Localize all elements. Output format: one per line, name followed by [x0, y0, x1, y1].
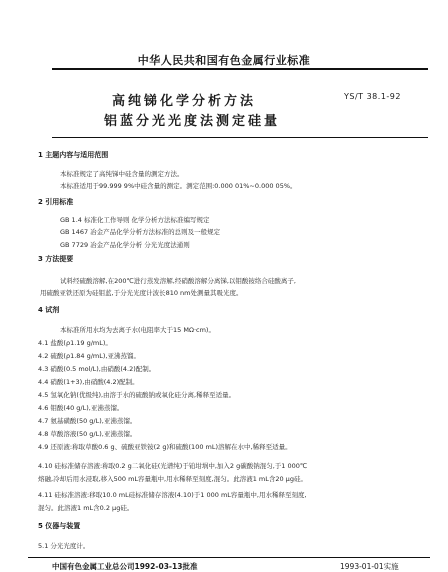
reagent-line: 4.10 硅标准储存溶液:称取0.2 g二氧化硅(光谱纯)于铂坩埚中,加入2 g碳酸钠混匀,于1 000℃: [38, 462, 308, 470]
reagent-line: 4.6 钼酸(40 g/L),亚沸蒸馏。: [38, 404, 124, 412]
reagent-line: 4.5 氢氧化钠(优级纯),由溶于水的硫酸钠或氧化硅分离,稀释至适量。: [38, 391, 236, 399]
reference-line: GB 1.4 标准化工作导则 化学分析方法标准编写规定: [60, 216, 210, 224]
reagent-line: 4.11 硅标准溶液:移取10.0 mL硅标准储存溶液(4.10)于1 000 mL容量瓶中,用水稀释至刻度,: [38, 491, 307, 499]
section-heading-3: 3 方法提要: [38, 255, 74, 263]
reference-line: GB 7729 冶金产品化学分析 分光光度法通则: [60, 241, 190, 249]
section-heading-1: 1 主题内容与适用范围: [38, 151, 109, 159]
reagent-line: 本标准所用水均为去离子水(电阻率大于15 MΩ·cm)。: [60, 326, 215, 334]
reagent-line: 4.9 还原液:称取草酸0.6 g、硫酸亚铁铵(2 g)和硫酸(100 mL)溶解在水中,稀释至适量。: [38, 443, 292, 451]
section-heading-2: 2 引用标准: [38, 198, 74, 206]
reference-line: GB 1467 冶金产品化学分析方法标准的总则及一般规定: [60, 228, 221, 236]
reagent-line: 4.1 盐酸(ρ1.19 g/mL)。: [38, 339, 112, 347]
reagent-line: 4.3 硝酸(0.5 mol/L),由硝酸(4.2)配制。: [38, 365, 156, 373]
reagent-line: 4.7 氨基磺酸(50 g/L),亚沸蒸馏。: [38, 417, 137, 425]
footer-rule: [28, 557, 430, 558]
header-top-rule: [52, 68, 428, 70]
section-heading-5: 5 仪器与装置: [38, 522, 81, 530]
reagent-line: 熔融,冷却后用水浸取,移入500 mL容量瓶中,用水稀释至刻度,混匀。此溶液1 mL含20 μg硅。: [38, 475, 307, 483]
implementation-date: 1993-01-01实施: [340, 562, 399, 571]
reagent-line: 4.8 草酸溶液(50 g/L),亚沸蒸馏。: [38, 430, 137, 438]
section-line: 本标准适用于99.999 9%中硅含量的测定。测定范围:0.000 01%~0.000 05%。: [60, 182, 297, 190]
reagent-line: 混匀。此溶液1 mL含0.2 μg硅。: [38, 504, 134, 512]
section-line: 试料经硫酸溶解,在200℃进行蒸发溶解,经硝酸溶解分离锑,以钼酸铵络合硅酸离子,: [60, 277, 296, 285]
document-title-line2: 铝蓝分光光度法测定硅量: [104, 114, 281, 129]
instrument-line: 5.1 分光光度计。: [38, 542, 90, 550]
reagent-line: 4.4 硝酸(1+3),由硝酸(4.2)配制。: [38, 378, 139, 386]
reagent-line: 4.2 硫酸(ρ1.84 g/mL),亚沸蒸馏。: [38, 352, 140, 360]
standard-org-header: 中华人民共和国有色金属行业标准: [137, 54, 311, 67]
document-title-line1: 高纯锑化学分析方法: [112, 94, 257, 109]
section-heading-4: 4 试剂: [38, 306, 60, 314]
approval-footer: 中国有色金属工业总公司1992-03-13批准: [52, 562, 198, 571]
section-line: 本标准规定了高纯锑中硅含量的测定方法。: [60, 170, 184, 178]
standard-number: YS/T 38.1-92: [344, 92, 401, 101]
title-bottom-rule: [52, 137, 428, 138]
section-line: 用硫酸亚铁还原为硅钼蓝,于分光光度计波长810 nm处测量其吸光度。: [40, 289, 243, 297]
